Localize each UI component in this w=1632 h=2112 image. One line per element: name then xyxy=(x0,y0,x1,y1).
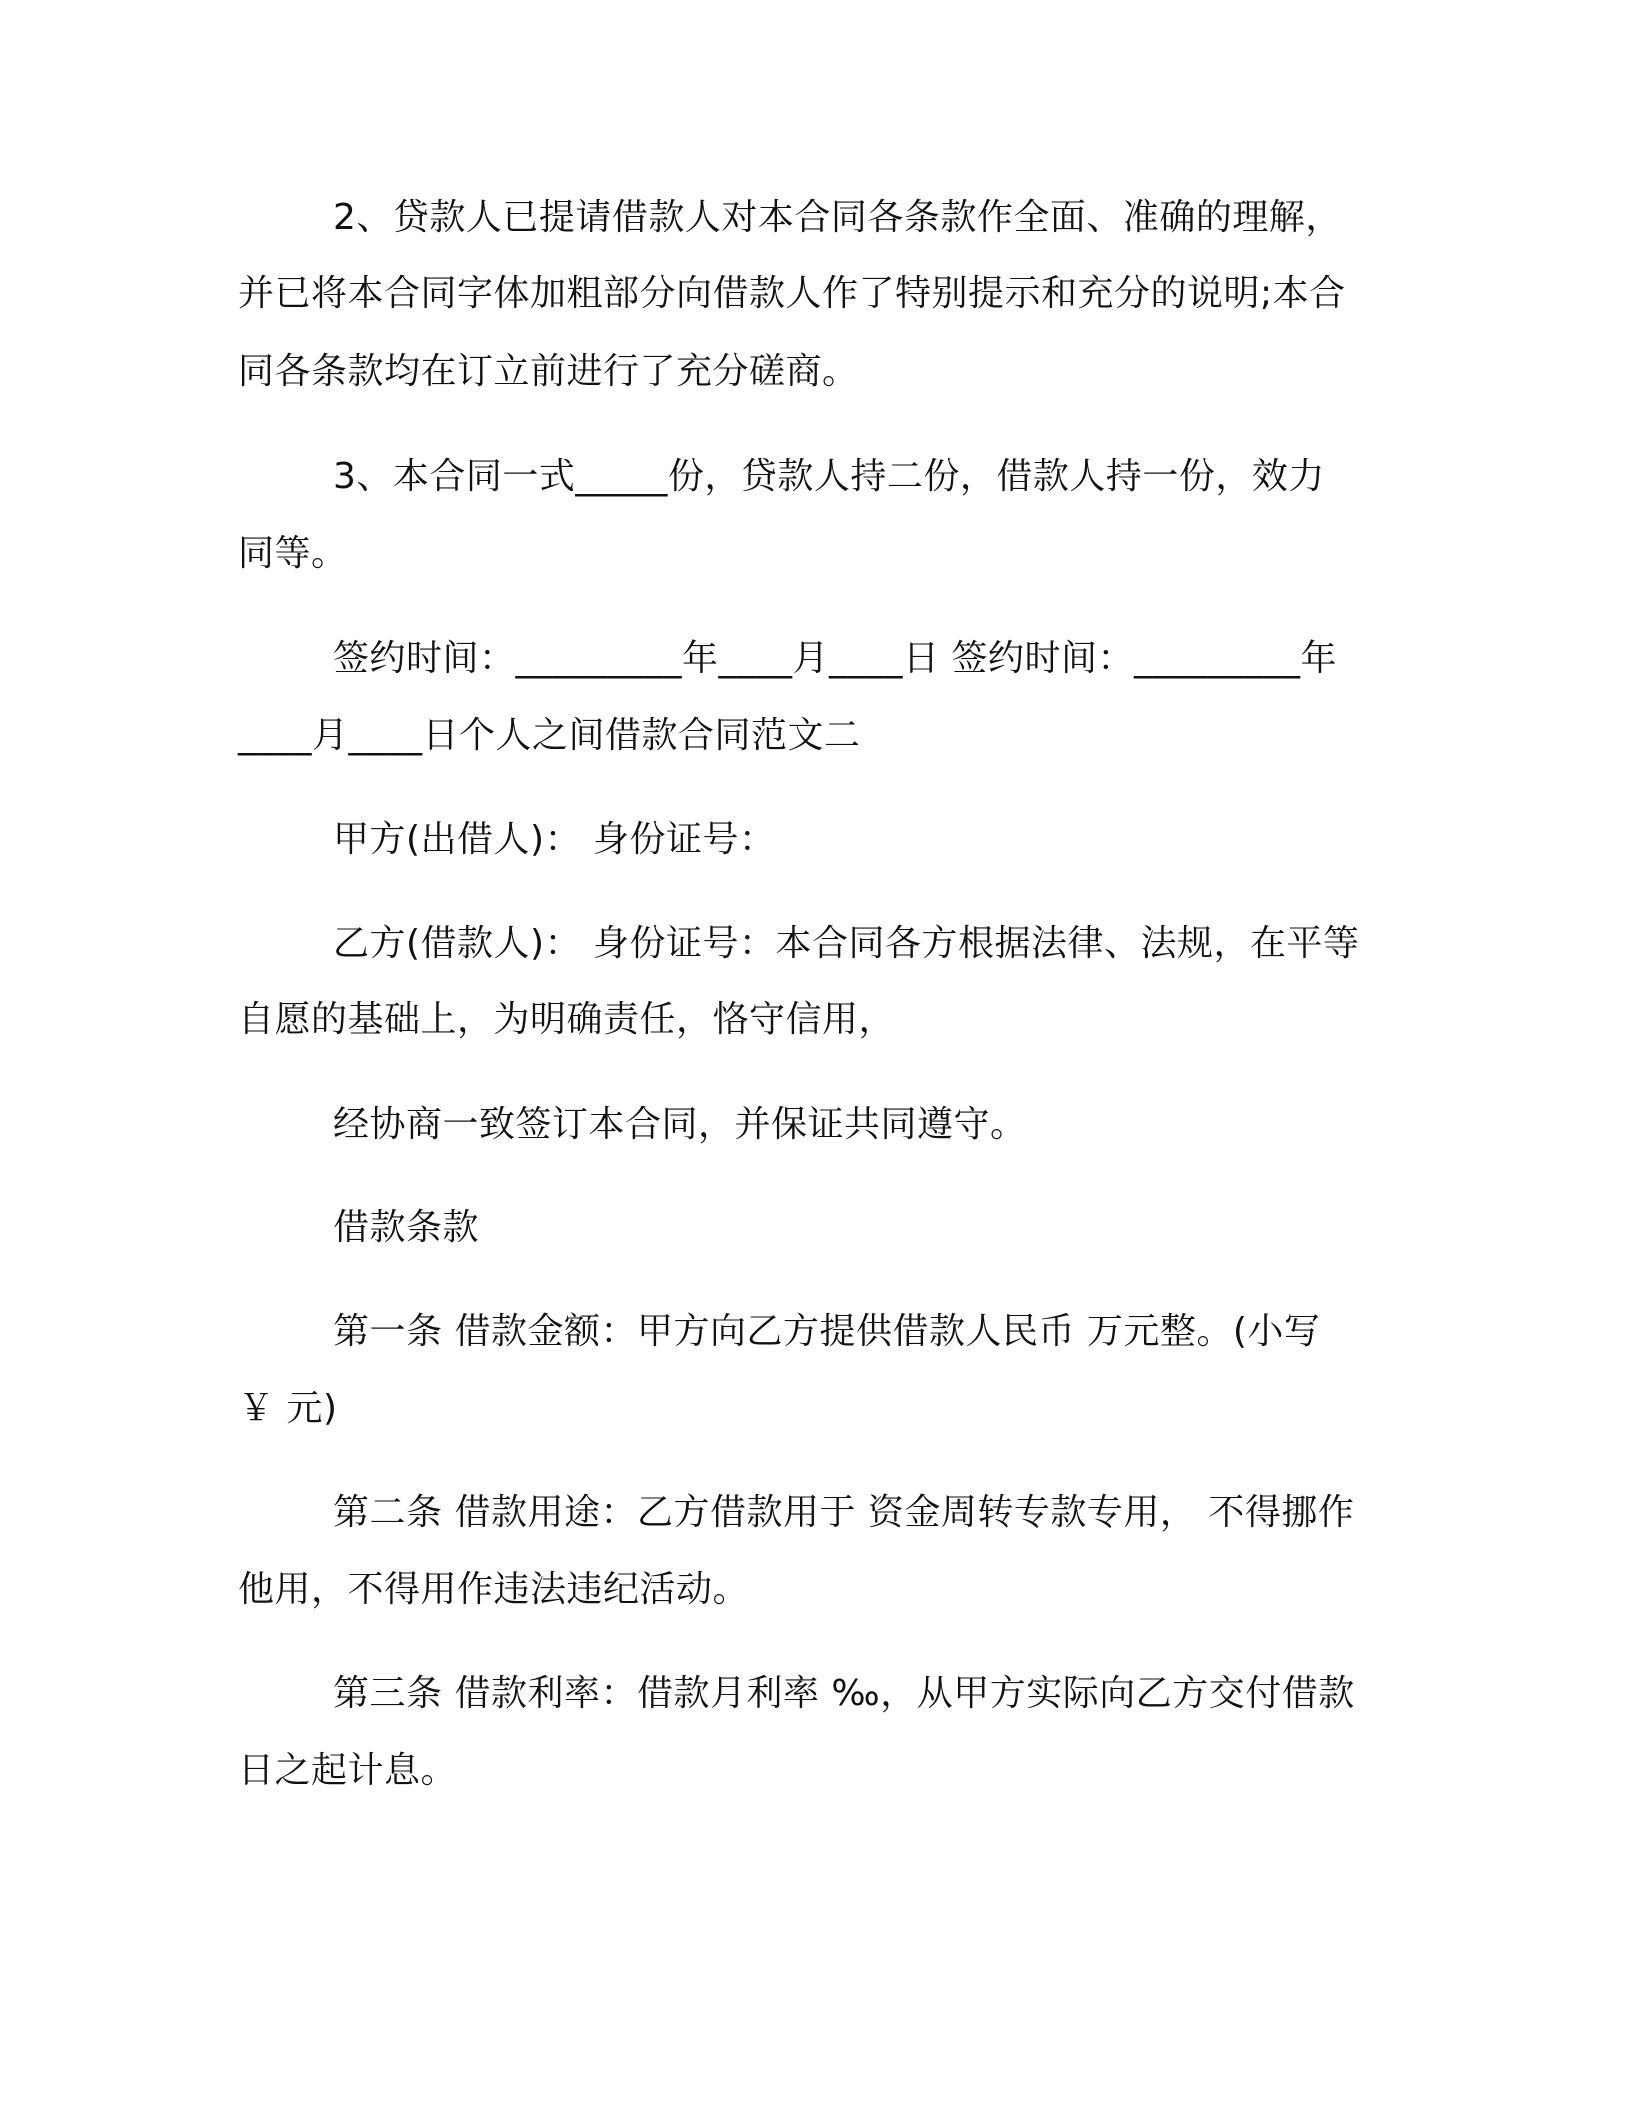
text-line-12: 借款条款 xyxy=(333,1207,480,1248)
text-line-3: 同各条款均在订立前进行了充分磋商。 xyxy=(238,351,859,392)
text-line-2: 并已将本合同字体加粗部分向借款人作了特别提示和充分的说明;本合 xyxy=(238,273,1346,314)
text-line-9: 乙方(借款人)： 身份证号：本合同各方根据法律、法规，在平等 xyxy=(333,923,1360,964)
text-line-1: 2、贷款人已提请借款人对本合同各条款作全面、准确的理解， xyxy=(333,197,1342,238)
text-line-4: 3、本合同一式_____份，贷款人持二份，借款人持一份，效力 xyxy=(333,456,1325,497)
text-line-18: 日之起计息。 xyxy=(238,1750,458,1791)
text-line-17: 第三条 借款利率：借款月利率 ‰，从甲方实际向乙方交付借款 xyxy=(333,1673,1355,1714)
text-line-10: 自愿的基础上，为明确责任，恪守信用， xyxy=(238,999,896,1040)
text-line-16: 他用，不得用作违法违纪活动。 xyxy=(238,1569,750,1610)
text-line-5: 同等。 xyxy=(238,533,348,574)
text-line-11: 经协商一致签订本合同，并保证共同遵守。 xyxy=(333,1104,1027,1145)
text-line-15: 第二条 借款用途：乙方借款用于 资金周转专款专用， 不得挪作 xyxy=(333,1492,1355,1533)
text-line-14: ￥ 元) xyxy=(238,1388,338,1429)
text-line-8: 甲方(出借人)： 身份证号： xyxy=(333,819,776,860)
text-line-7: ____月____日个人之间借款合同范文二 xyxy=(238,715,861,756)
text-line-6: 签约时间：_________年____月____日 签约时间：_________年 xyxy=(333,638,1337,679)
text-line-13: 第一条 借款金额：甲方向乙方提供借款人民币 万元整。(小写 xyxy=(333,1311,1321,1352)
